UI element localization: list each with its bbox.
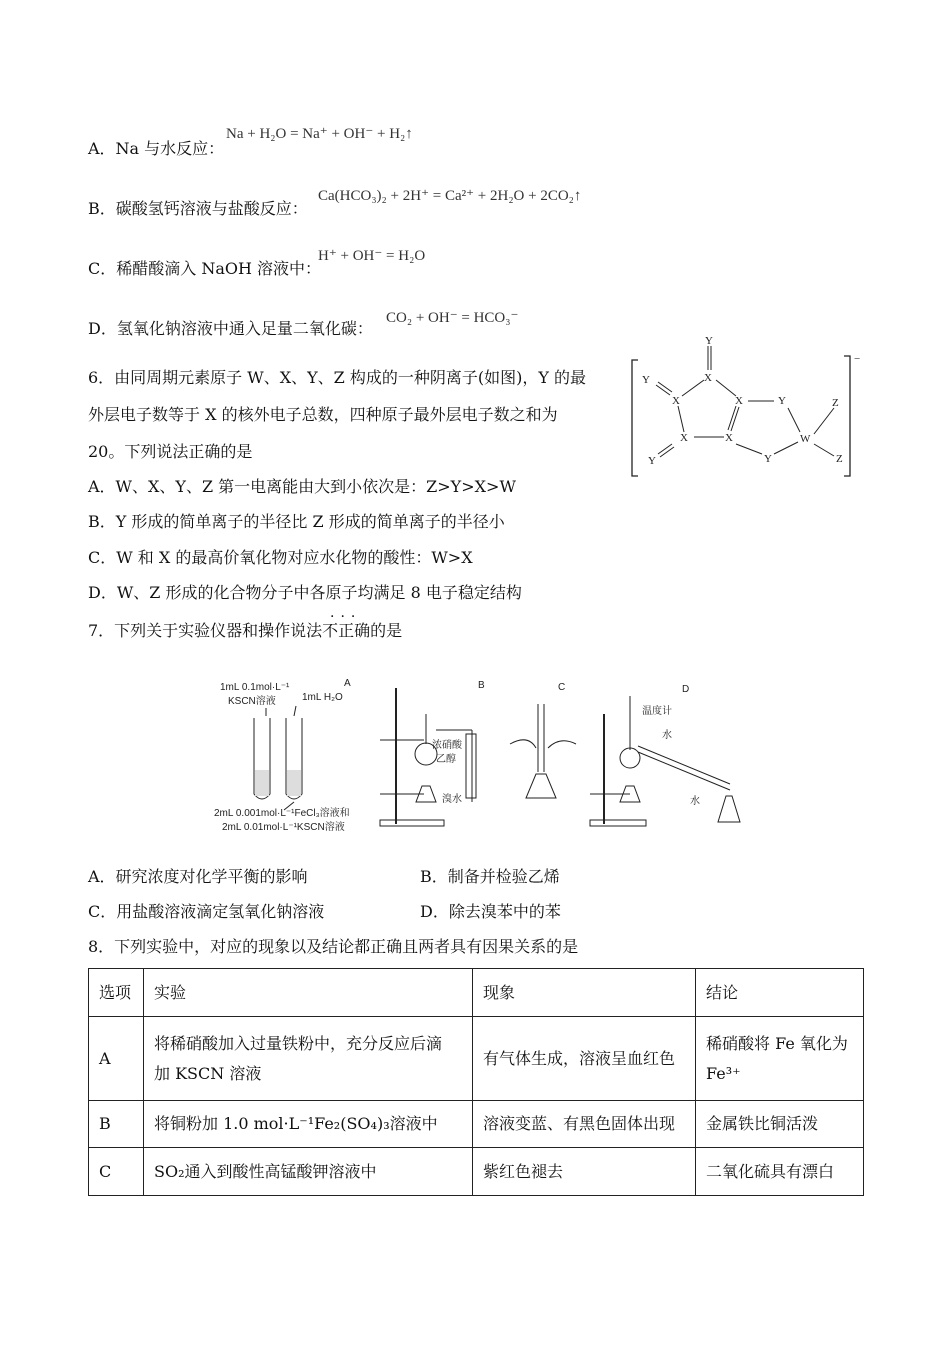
a-left-label2: KSCN溶液 <box>228 696 276 707</box>
row-conclusion-line: Fe³⁺ <box>706 1063 741 1083</box>
q7-stem: 7．下列关于实验仪器和操作说法不正确的是 <box>88 621 403 640</box>
q6-atom-x: X <box>680 432 688 444</box>
row-option: B <box>89 1101 144 1148</box>
figure-label-a: A <box>344 678 351 689</box>
b-label1: 浓硝酸 <box>432 740 462 751</box>
d-label2: 水 <box>662 730 672 741</box>
row-conclusion: 金属铁比铜活泼 <box>696 1101 864 1148</box>
q6-option-b: B．Y 形成的简单离子的半径比 Z 形成的简单离子的半径小 <box>88 512 505 531</box>
a-bottom-label1: 2mL 0.001mol·L⁻¹FeCl₃溶液和 <box>214 808 350 819</box>
q5-option-c-formula: H⁺ + OH⁻ = H₂O <box>318 248 426 264</box>
q6-stem-line2: 外层电子数等于 X 的核外电子总数，四种原子最外层电子数之和为 <box>88 405 558 424</box>
row-experiment-line: 将稀硝酸加入过量铁粉中，充分反应后滴 <box>154 1033 443 1053</box>
q8-stem: 8．下列实验中，对应的现象以及结论都正确且两者具有因果关系的是 <box>88 937 579 956</box>
row-phenomenon: 紫红色褪去 <box>473 1148 696 1196</box>
row-experiment: SO₂通入到酸性高锰酸钾溶液中 <box>144 1148 473 1196</box>
q6-option-a: A．W、X、Y、Z 第一电离能由大到小依次是：Z>Y>X>W <box>88 477 516 496</box>
row-experiment-line: 加 KSCN 溶液 <box>154 1063 262 1083</box>
q5-option-a-formula: Na + H₂O = Na⁺ + OH⁻ + H₂↑ <box>226 126 413 142</box>
figure-label-c: C <box>558 682 566 693</box>
q5-option-b-formula: Ca(HCO₃)₂ + 2H⁺ = Ca²⁺ + 2H₂O + 2CO₂↑ <box>318 188 582 204</box>
q5-option-a-label: A．Na 与水反应： <box>88 139 225 158</box>
q6-atom-x: X <box>735 395 743 407</box>
q8-table <box>88 968 864 1196</box>
q6-atom-x: X <box>725 432 733 444</box>
q6-charge-label: − <box>854 353 861 365</box>
q6-atom-z: Z <box>832 397 839 409</box>
q6-atom-y-top: Y <box>705 336 713 347</box>
row-option: A <box>89 1017 144 1101</box>
a-bottom-label2: 2mL 0.01mol·L⁻¹KSCN溶液 <box>222 822 345 833</box>
row-phenomenon: 溶液变蓝、有黑色固体出现 <box>473 1101 696 1148</box>
row-conclusion-line: 稀硝酸将 Fe 氧化为 <box>706 1033 848 1053</box>
b-label2: 乙醇 <box>436 754 456 765</box>
header-option: 选项 <box>89 969 144 1017</box>
header-experiment: 实验 <box>144 969 473 1017</box>
q6-atom-x: X <box>672 395 680 407</box>
q5-option-d-formula: CO₂ + OH⁻ = HCO₃⁻ <box>386 310 519 326</box>
row-experiment: 将铜粉加 1.0 mol·L⁻¹Fe₂(SO₄)₃溶液中 <box>144 1101 473 1148</box>
q6-atom-y: Y <box>778 395 786 407</box>
q5-option-d-label: D．氢氧化钠溶液中通入足量二氧化碳： <box>88 319 373 338</box>
q7-option-a: A．研究浓度对化学平衡的影响 <box>88 867 308 886</box>
q6-option-c: C．W 和 X 的最高价氧化物对应水化物的酸性：W>X <box>88 548 473 567</box>
a-left-label: 1mL 0.1mol·L⁻¹ <box>220 682 290 693</box>
q6-atom-z: Z <box>836 453 843 465</box>
q6-option-d: D．W、Z 形成的化合物分子中各原子均满足 8 电子稳定结构 <box>88 583 522 602</box>
q5-option-b-label: B．碳酸氢钙溶液与盐酸反应： <box>88 199 308 218</box>
emphasis-dots: ··· <box>330 609 362 625</box>
q7-apparatus-figure <box>210 674 750 840</box>
q6-anion-structure-diagram <box>628 336 864 482</box>
b-label3: 溴水 <box>442 794 462 805</box>
q7-option-c: C．用盐酸溶液滴定氢氧化钠溶液 <box>88 902 325 921</box>
q7-option-b: B．制备并检验乙烯 <box>420 867 560 886</box>
table-header-row <box>89 969 864 1017</box>
row-experiment <box>144 1017 473 1101</box>
q6-stem-line3: 20。下列说法正确的是 <box>88 442 253 461</box>
d-label1: 温度计 <box>642 706 672 717</box>
q6-stem-line1: 6．由同周期元素原子 W、X、Y、Z 构成的一种阴离子(如图)，Y 的最 <box>88 368 587 387</box>
q7-option-d: D．除去溴苯中的苯 <box>420 902 561 921</box>
q6-atom-y: Y <box>648 455 656 467</box>
a-right-label: 1mL H₂O <box>302 692 343 703</box>
header-phenomenon: 现象 <box>473 969 696 1017</box>
table-row <box>89 1017 864 1101</box>
figure-label-b: B <box>478 680 485 691</box>
q6-atom-x: X <box>704 372 712 384</box>
q6-atom-w: W <box>800 433 811 445</box>
d-label3: 水 <box>690 796 700 807</box>
row-phenomenon: 有气体生成，溶液呈血红色 <box>473 1017 696 1101</box>
q6-atom-y: Y <box>764 453 772 465</box>
row-conclusion: 二氧化硫具有漂白 <box>696 1148 864 1196</box>
q6-atom-y: Y <box>642 374 650 386</box>
header-conclusion: 结论 <box>696 969 864 1017</box>
table-row <box>89 1101 864 1148</box>
figure-label-d: D <box>682 684 690 695</box>
q5-option-c-label: C．稀醋酸滴入 NaOH 溶液中： <box>88 259 322 278</box>
row-option: C <box>89 1148 144 1196</box>
table-row <box>89 1148 864 1196</box>
row-conclusion <box>696 1017 864 1101</box>
